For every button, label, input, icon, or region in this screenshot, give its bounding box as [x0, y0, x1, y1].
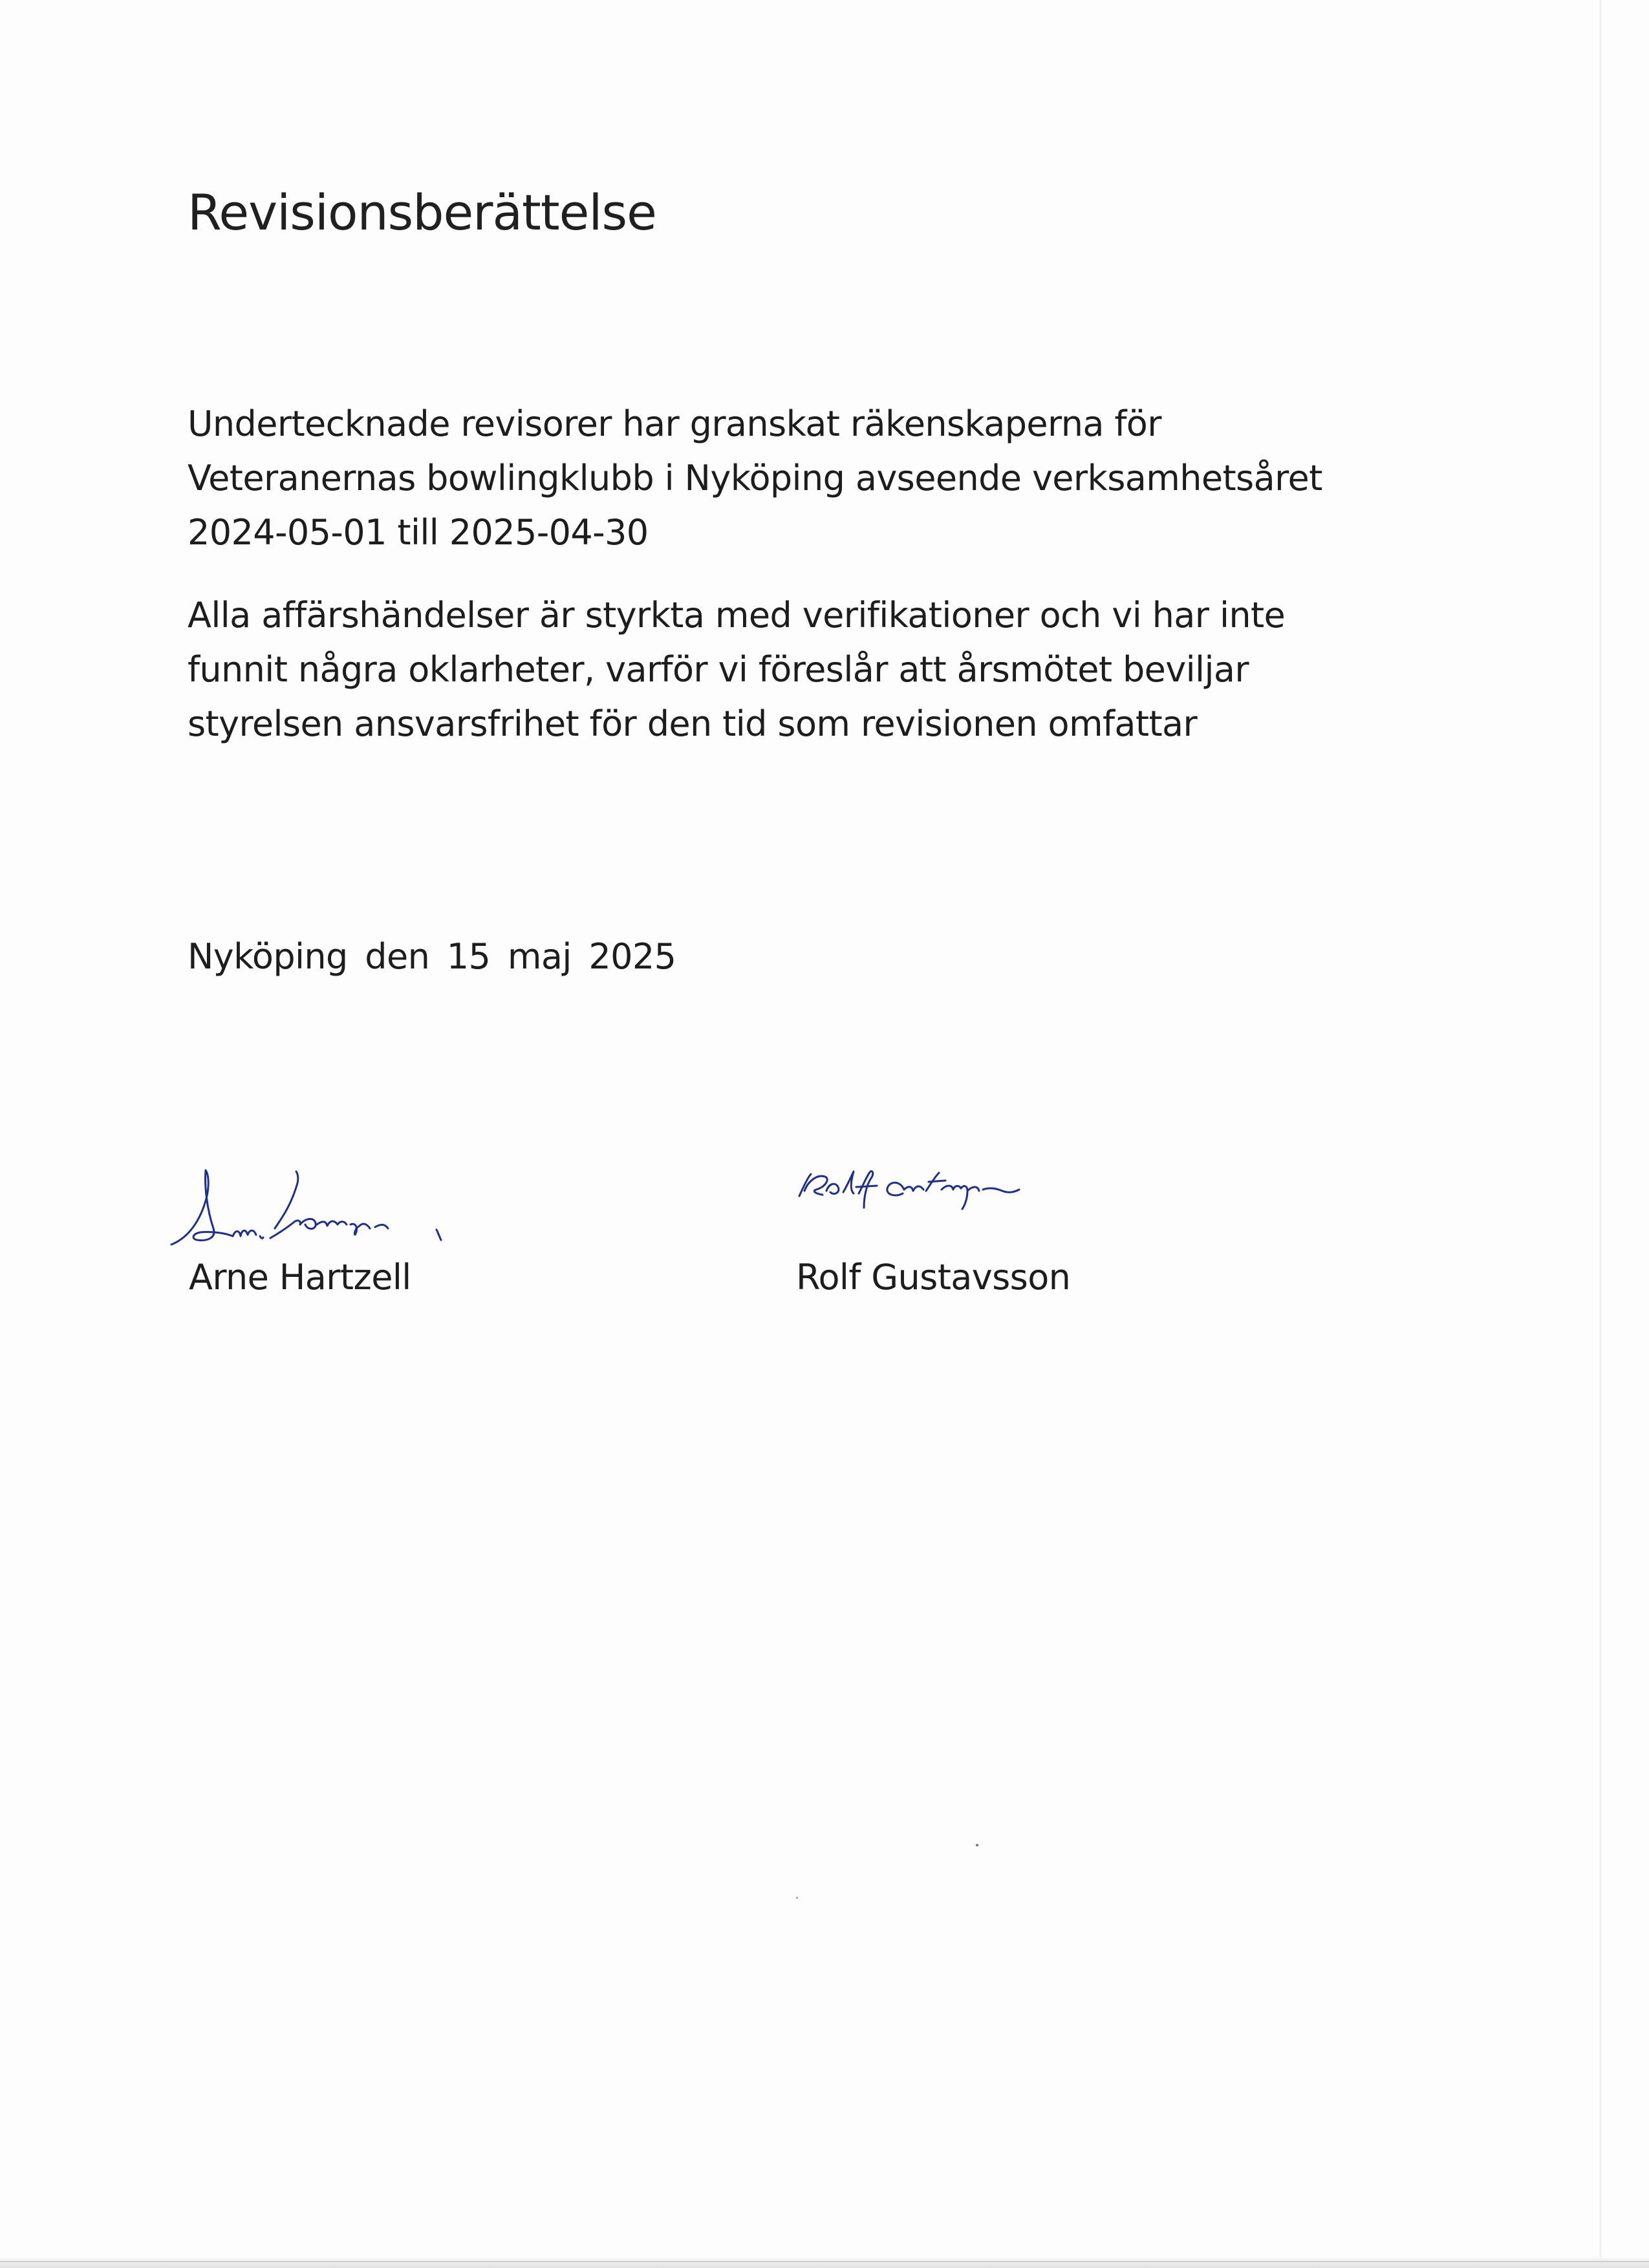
scan-speck [796, 1897, 798, 1899]
scan-edge-right [1600, 0, 1602, 2268]
scan-speck [976, 1844, 978, 1846]
paragraph-line: 2024-05-01 till 2025-04-30 [188, 512, 649, 553]
document-title: Revisionsberättelse [188, 184, 656, 241]
scan-edge-bottom [0, 2258, 1649, 2268]
paragraph-scope [188, 397, 1322, 560]
signature-arne-hartzell [162, 1157, 472, 1261]
paragraph-conclusion [188, 588, 1285, 751]
signatory-name: Arne Hartzell [189, 1257, 411, 1298]
paragraph-line: funnit några oklarheter, varför vi föreslår att årsmötet beviljar [188, 649, 1249, 690]
place-and-date: Nyköping den 15 maj 2025 [188, 936, 676, 977]
paragraph-line: Alla affärshändelser är styrkta med verifikationer och vi har inte [188, 595, 1286, 636]
paragraph-line: Undertecknade revisorer har granskat räkenskaperna för [188, 403, 1161, 444]
signatory-name: Rolf Gustavsson [796, 1257, 1071, 1298]
paragraph-line: Veteranernas bowlingklubb i Nyköping avseende verksamhetsåret [188, 458, 1322, 498]
signature-rolf-gustavsson [789, 1157, 1125, 1228]
scan-edge-bottom-line [0, 2261, 1649, 2262]
paragraph-line: styrelsen ansvarsfrihet för den tid som revisionen omfattar [188, 703, 1198, 744]
